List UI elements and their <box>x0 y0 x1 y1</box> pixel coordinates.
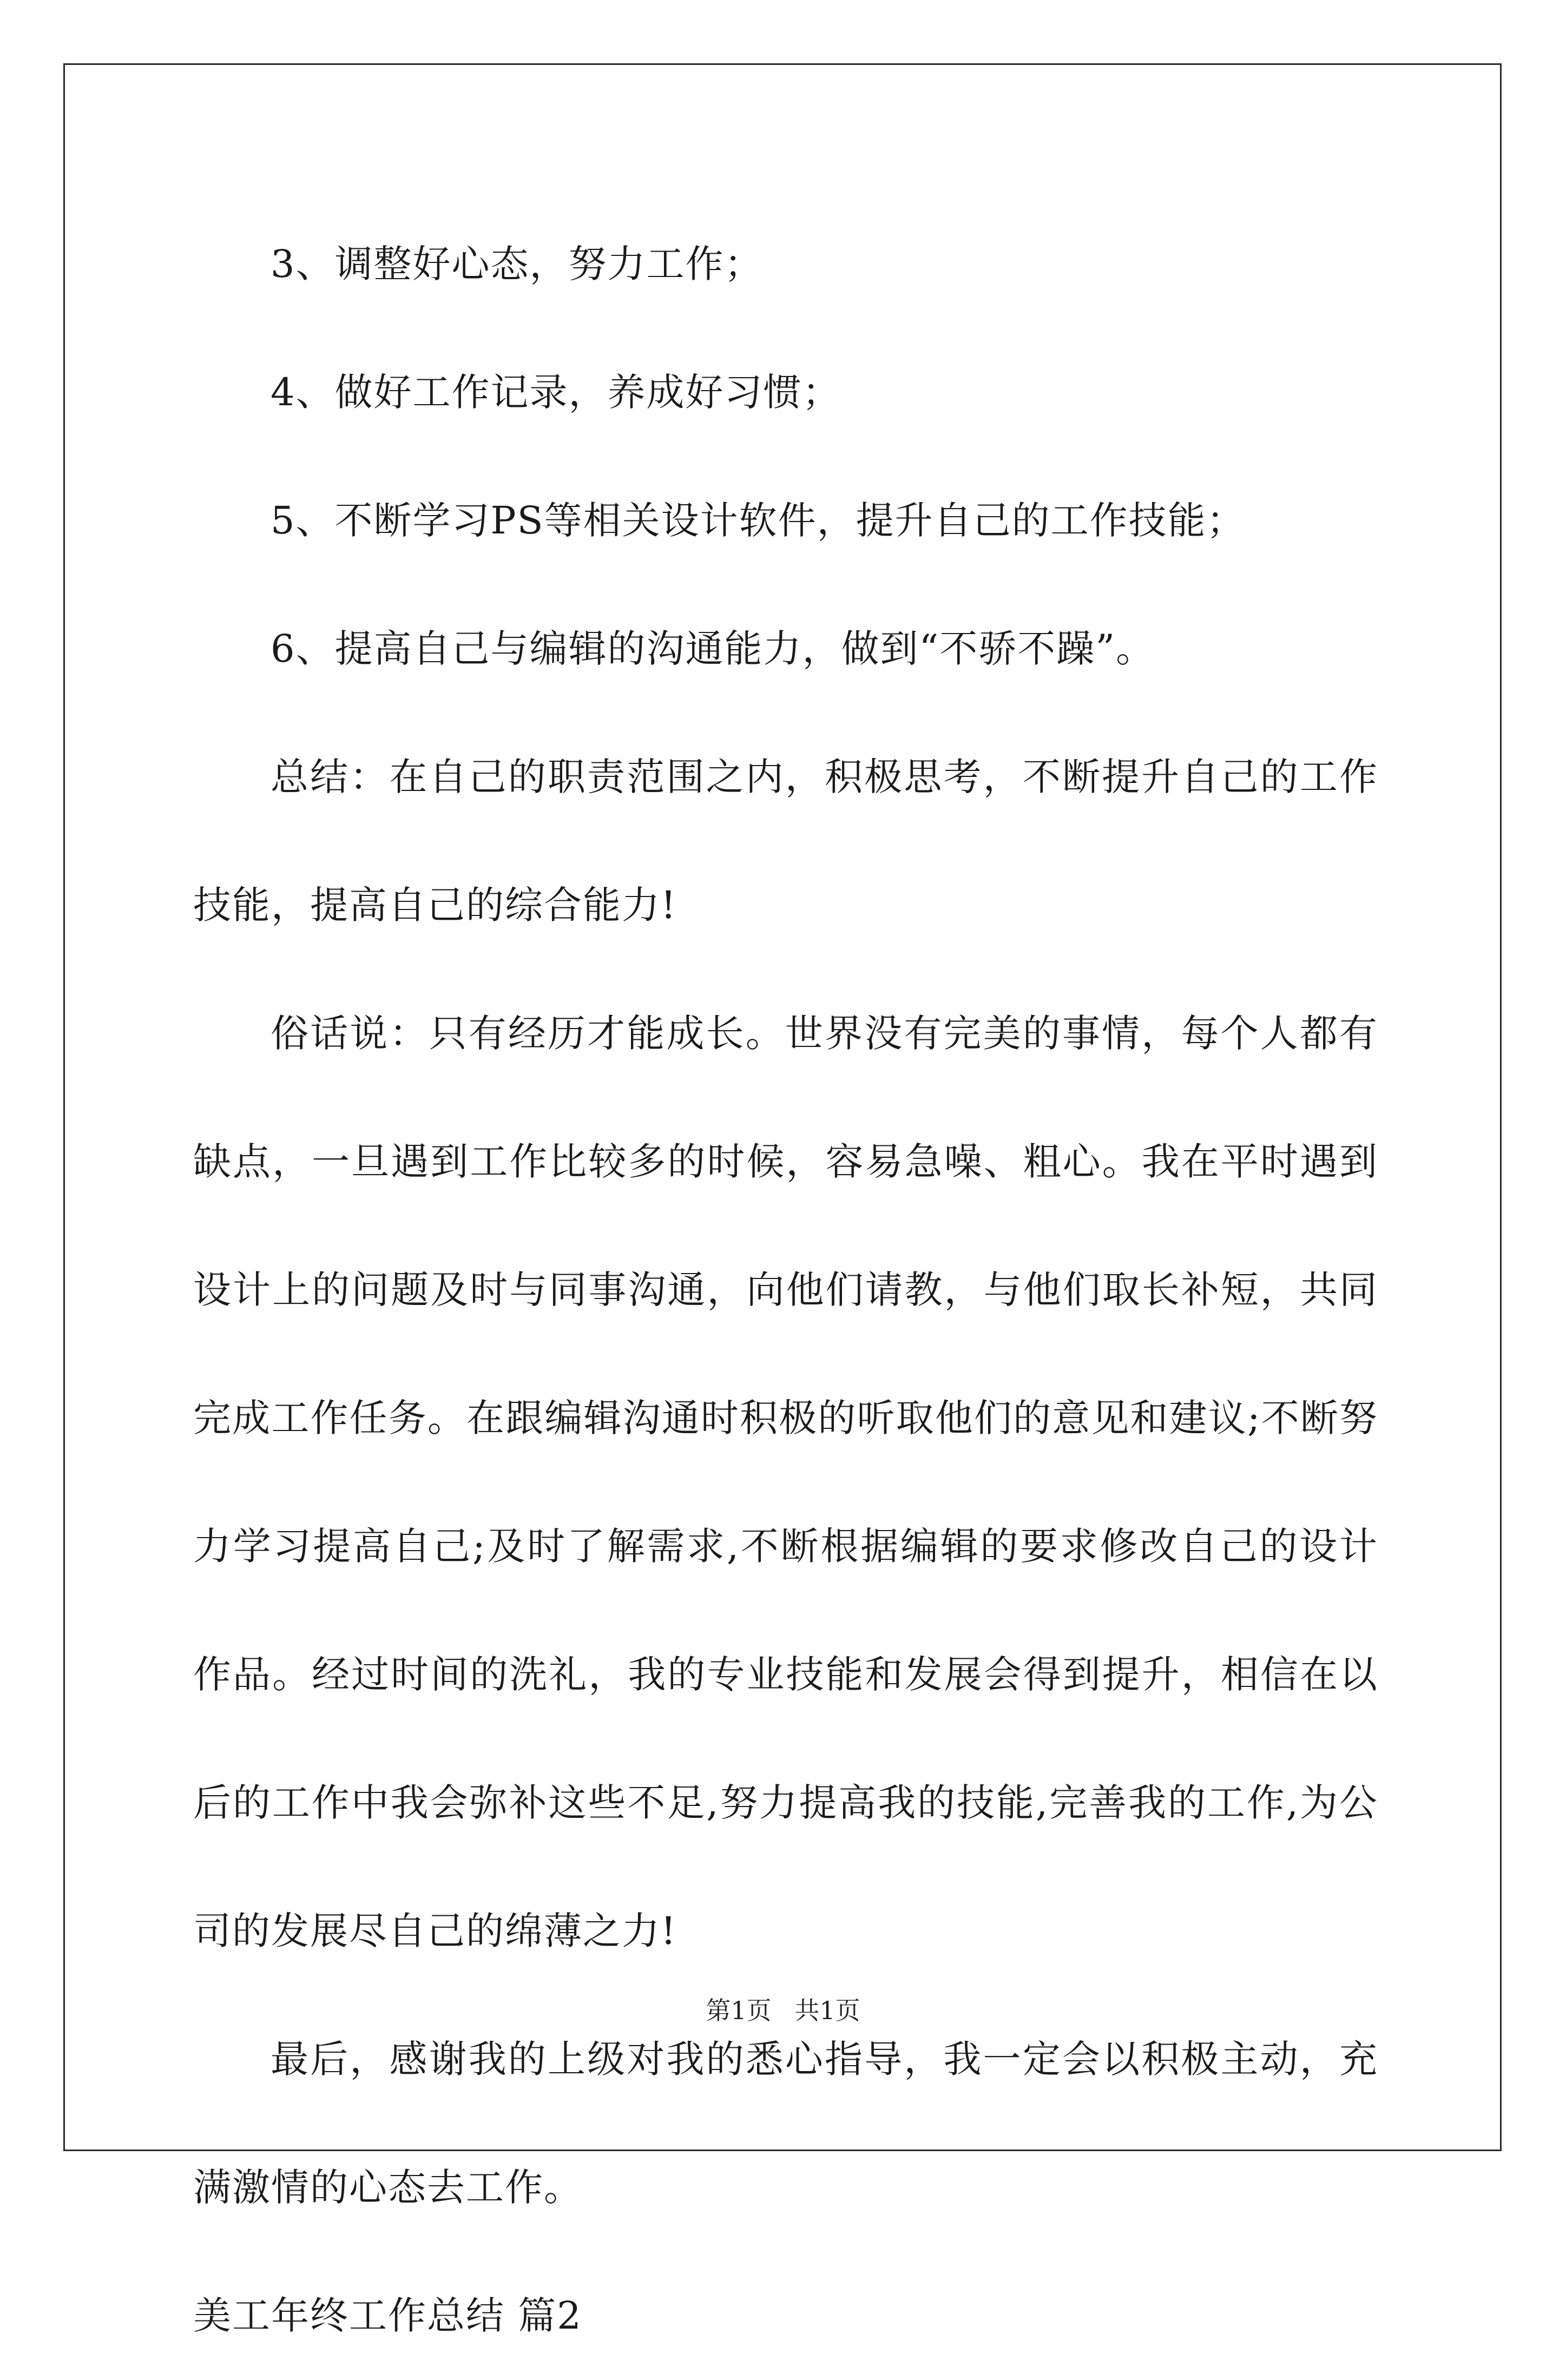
document-body <box>193 200 1378 2380</box>
page-number-total: 共1页 <box>794 1996 860 2025</box>
page-number-current: 第1页 <box>706 1996 772 2025</box>
list-item-5: 5、不断学习PS等相关设计软件，提升自己的工作技能； <box>271 498 1246 543</box>
body-paragraph: 俗话说：只有经历才能成长。世界没有完美的事情，每个人都有缺点，一旦遇到工作比较多的时候，容易急噪、粗心。我在平时遇到设计上的问题及时与同事沟通，向他们请教，与他们取长补短，共同完成工作任务。在跟编辑沟通时积极的听取他们的意见和建议;不断努力学习提高自己;及时了解需求,不断根据编辑的要求修改自己的设计作品。经过时间的洗礼，我的专业技能和发展会得到提升，相信在以后的工作中我会弥补这些不足,努力提高我的技能,完善我的工作,为公司的发展尽自己的绵薄之力! <box>193 1011 1378 1953</box>
summary-paragraph: 总结：在自己的职责范围之内，积极思考，不断提升自己的工作技能，提高自己的综合能力! <box>193 755 1378 927</box>
list-item-4: 4、做好工作记录，养成好习惯； <box>271 370 841 414</box>
page-footer <box>0 1991 1566 2027</box>
closing-paragraph: 最后，感谢我的上级对我的悉心指导，我一定会以积极主动，充满激情的心态去工作。 <box>193 2037 1378 2210</box>
list-item-3: 3、调整好心态，努力工作； <box>271 242 764 286</box>
list-item-6: 6、提高自己与编辑的沟通能力，做到“不骄不躁”。 <box>271 627 1155 671</box>
section-heading: 美工年终工作总结 篇2 <box>193 2293 582 2338</box>
